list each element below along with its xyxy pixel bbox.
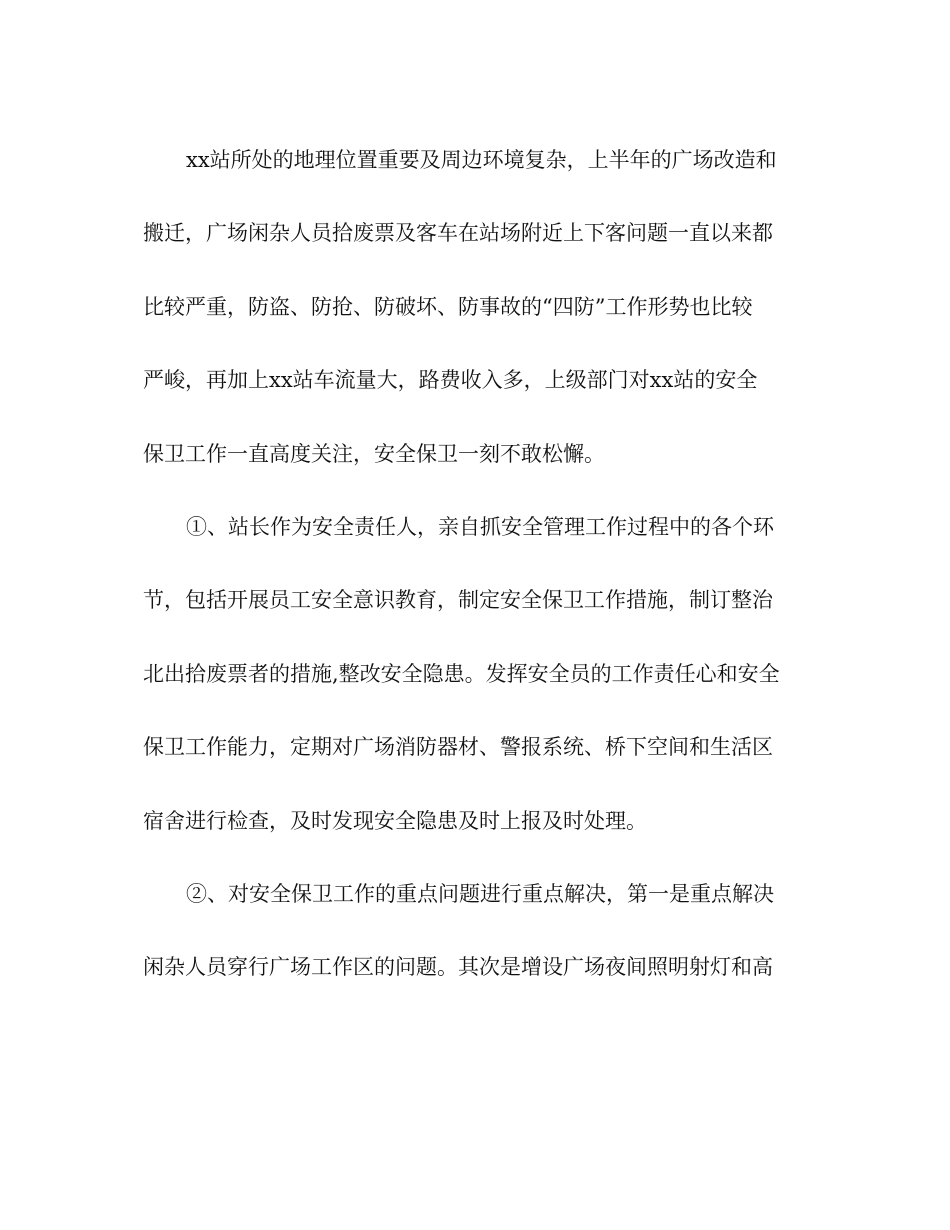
- paragraph-3: [143, 872, 808, 1019]
- text-line: 比较严重，防盗、防抢、防破坏、防事故的“四防”工作形势也比较: [143, 294, 753, 319]
- text-line: 节，包括开展员工安全意识教育，制定安全保卫工作措施，制订整治: [143, 588, 773, 613]
- document-body: [143, 138, 808, 1019]
- text-line: 搬迁，广场闲杂人员拾废票及客车在站场附近上下客问题一直以来都: [143, 221, 773, 246]
- text-line: ②、对安全保卫工作的重点问题进行重点解决，第一是重点解决: [186, 881, 774, 906]
- paragraph-1: [143, 138, 808, 505]
- text-line: 闲杂人员穿行广场工作区的问题。其次是增设广场夜间照明射灯和高: [143, 955, 773, 980]
- text-line: 宿舍进行检查，及时发现安全隐患及时上报及时处理。: [143, 808, 647, 833]
- text-line: ①、站长作为安全责任人，亲自抓安全管理工作过程中的各个环: [186, 514, 774, 539]
- text-line: 北出拾废票者的措施,整改安全隐患。发挥安全员的工作责任心和安全: [143, 661, 780, 686]
- text-line: 保卫工作一直高度关注，安全保卫一刻不敢松懈。: [143, 441, 605, 466]
- paragraph-2: [143, 505, 808, 872]
- text-line: 保卫工作能力，定期对广场消防器材、警报系统、桥下空间和生活区: [143, 735, 773, 760]
- text-line: xx站所处的地理位置重要及周边环境复杂，上半年的广场改造和: [186, 148, 777, 172]
- text-line: 严峻，再加上xx站车流量大，路费收入多，上级部门对xx站的安全: [143, 368, 758, 393]
